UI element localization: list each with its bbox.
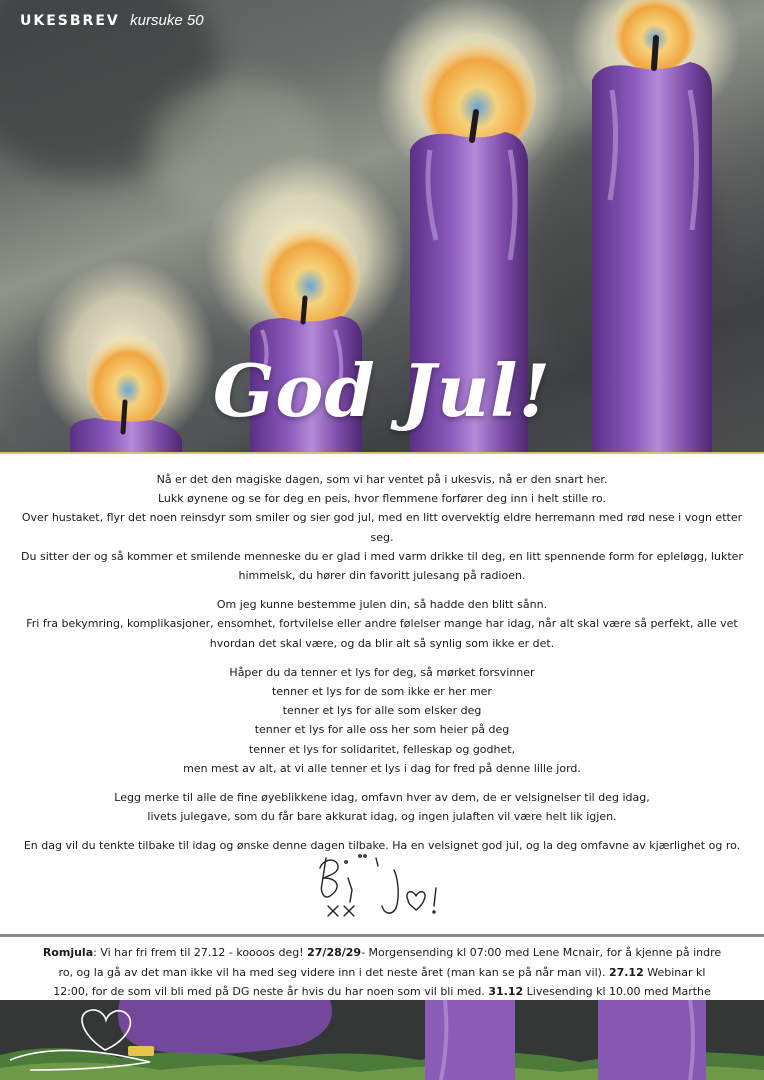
accent-divider xyxy=(0,452,764,454)
letter-line: tenner et lys for alle oss her som heier på deg xyxy=(254,723,510,737)
masthead-subtitle: kursuke 50 xyxy=(130,12,204,29)
letter-line: Legg merke til alle de fine øyeblikkene idag, omfavn hver av dem, de er velsignelser til deg idag, xyxy=(114,791,650,805)
signature xyxy=(308,848,468,928)
footer-divider xyxy=(0,934,764,937)
letter-line: Håper du da tenner et lys for deg, så mørket forsvinner xyxy=(229,665,535,679)
letter-paragraph xyxy=(20,788,744,826)
bottom-painting-strip xyxy=(0,1000,764,1080)
letter-line: himmelsk, du hører din favoritt julesang på radioen. xyxy=(238,569,526,583)
romjula-date: 27.12 xyxy=(608,965,644,979)
letter-line: tenner et lys for alle som elsker deg xyxy=(282,704,482,718)
masthead-title: UKESBREV xyxy=(20,13,120,29)
letter-line: Lukk øynene og se for deg en peis, hvor flemmene forfører deg inn i helt stille ro. xyxy=(157,492,606,506)
hero-watercolor-painting xyxy=(0,0,764,452)
romjula-text: : Vi har fri frem til 27.12 - koooos deg! xyxy=(93,946,308,959)
romjula-date: 27/28/29 xyxy=(307,946,362,959)
letter-line: hvordan det skal være, og da blir alt så synlig som ikke er det. xyxy=(209,636,555,650)
letter-line: En dag vil du tenkte tilbake til idag og ønske denne dagen tilbake. Ha en velsignet god jul, og la deg omfavne av kjærlighet og ro. xyxy=(23,839,741,853)
letter-paragraph xyxy=(20,663,744,778)
headline-god-jul: God Jul! xyxy=(212,348,552,433)
romjula-label: Romjula xyxy=(42,946,94,959)
letter-line: tenner et lys for solidaritet, felleskap og godhet, xyxy=(248,742,516,756)
letter-line: Over hustaket, flyr det noen reinsdyr som smiler og sier god jul, med en litt overvektig eldre herremann med rød nese i vogn etter seg. xyxy=(21,511,743,544)
letter-line: men mest av alt, at vi alle tenner et lys i dag for fred på denne lille jord. xyxy=(183,761,581,775)
candle-base-painting-icon xyxy=(0,1000,764,1080)
letter-paragraph xyxy=(20,595,744,653)
letter-line: Om jeg kunne bestemme julen din, så hadde den blitt sånn. xyxy=(216,598,548,612)
romjula-text: - Morgensending kl 07:00 med Lene Mcnair, for å kjenne på indre ro, og la gå av det man ikke vil ha med seg videre inn i det neste året (man kan se på når man vil). xyxy=(58,946,722,979)
romjula-text: Livesending kl 10.00 med Marthe xyxy=(526,985,711,998)
romjula-date: 31.12 xyxy=(488,985,524,998)
christmas-letter xyxy=(20,470,744,866)
letter-line: tenner et lys for de som ikke er her mer xyxy=(272,685,492,699)
letter-line: Fri fra bekymring, komplikasjoner, ensomhet, fortvilelse eller andre følelser mange har idag, når alt skal være så perfekt, alle vet xyxy=(26,617,738,631)
newsletter-masthead xyxy=(20,12,204,29)
letter-line: Du sitter der og så kommer et smilende menneske du er glad i med varm drikke til deg, en litt spennende form for epleløgg, lukter xyxy=(21,549,743,563)
romjula-text: Webinar kl 12:00, for de som vil bli med på DG neste år hvis du har noen som vil bli med. xyxy=(53,965,706,998)
letter-line: livets julegave, som du får bare akkurat idag, og ingen julaften vil være helt lik igjen. xyxy=(147,810,617,824)
letter-paragraph xyxy=(20,470,744,585)
letter-line: Nå er det den magiske dagen, som vi har ventet på i ukesvis, nå er den snart her. xyxy=(156,473,608,486)
